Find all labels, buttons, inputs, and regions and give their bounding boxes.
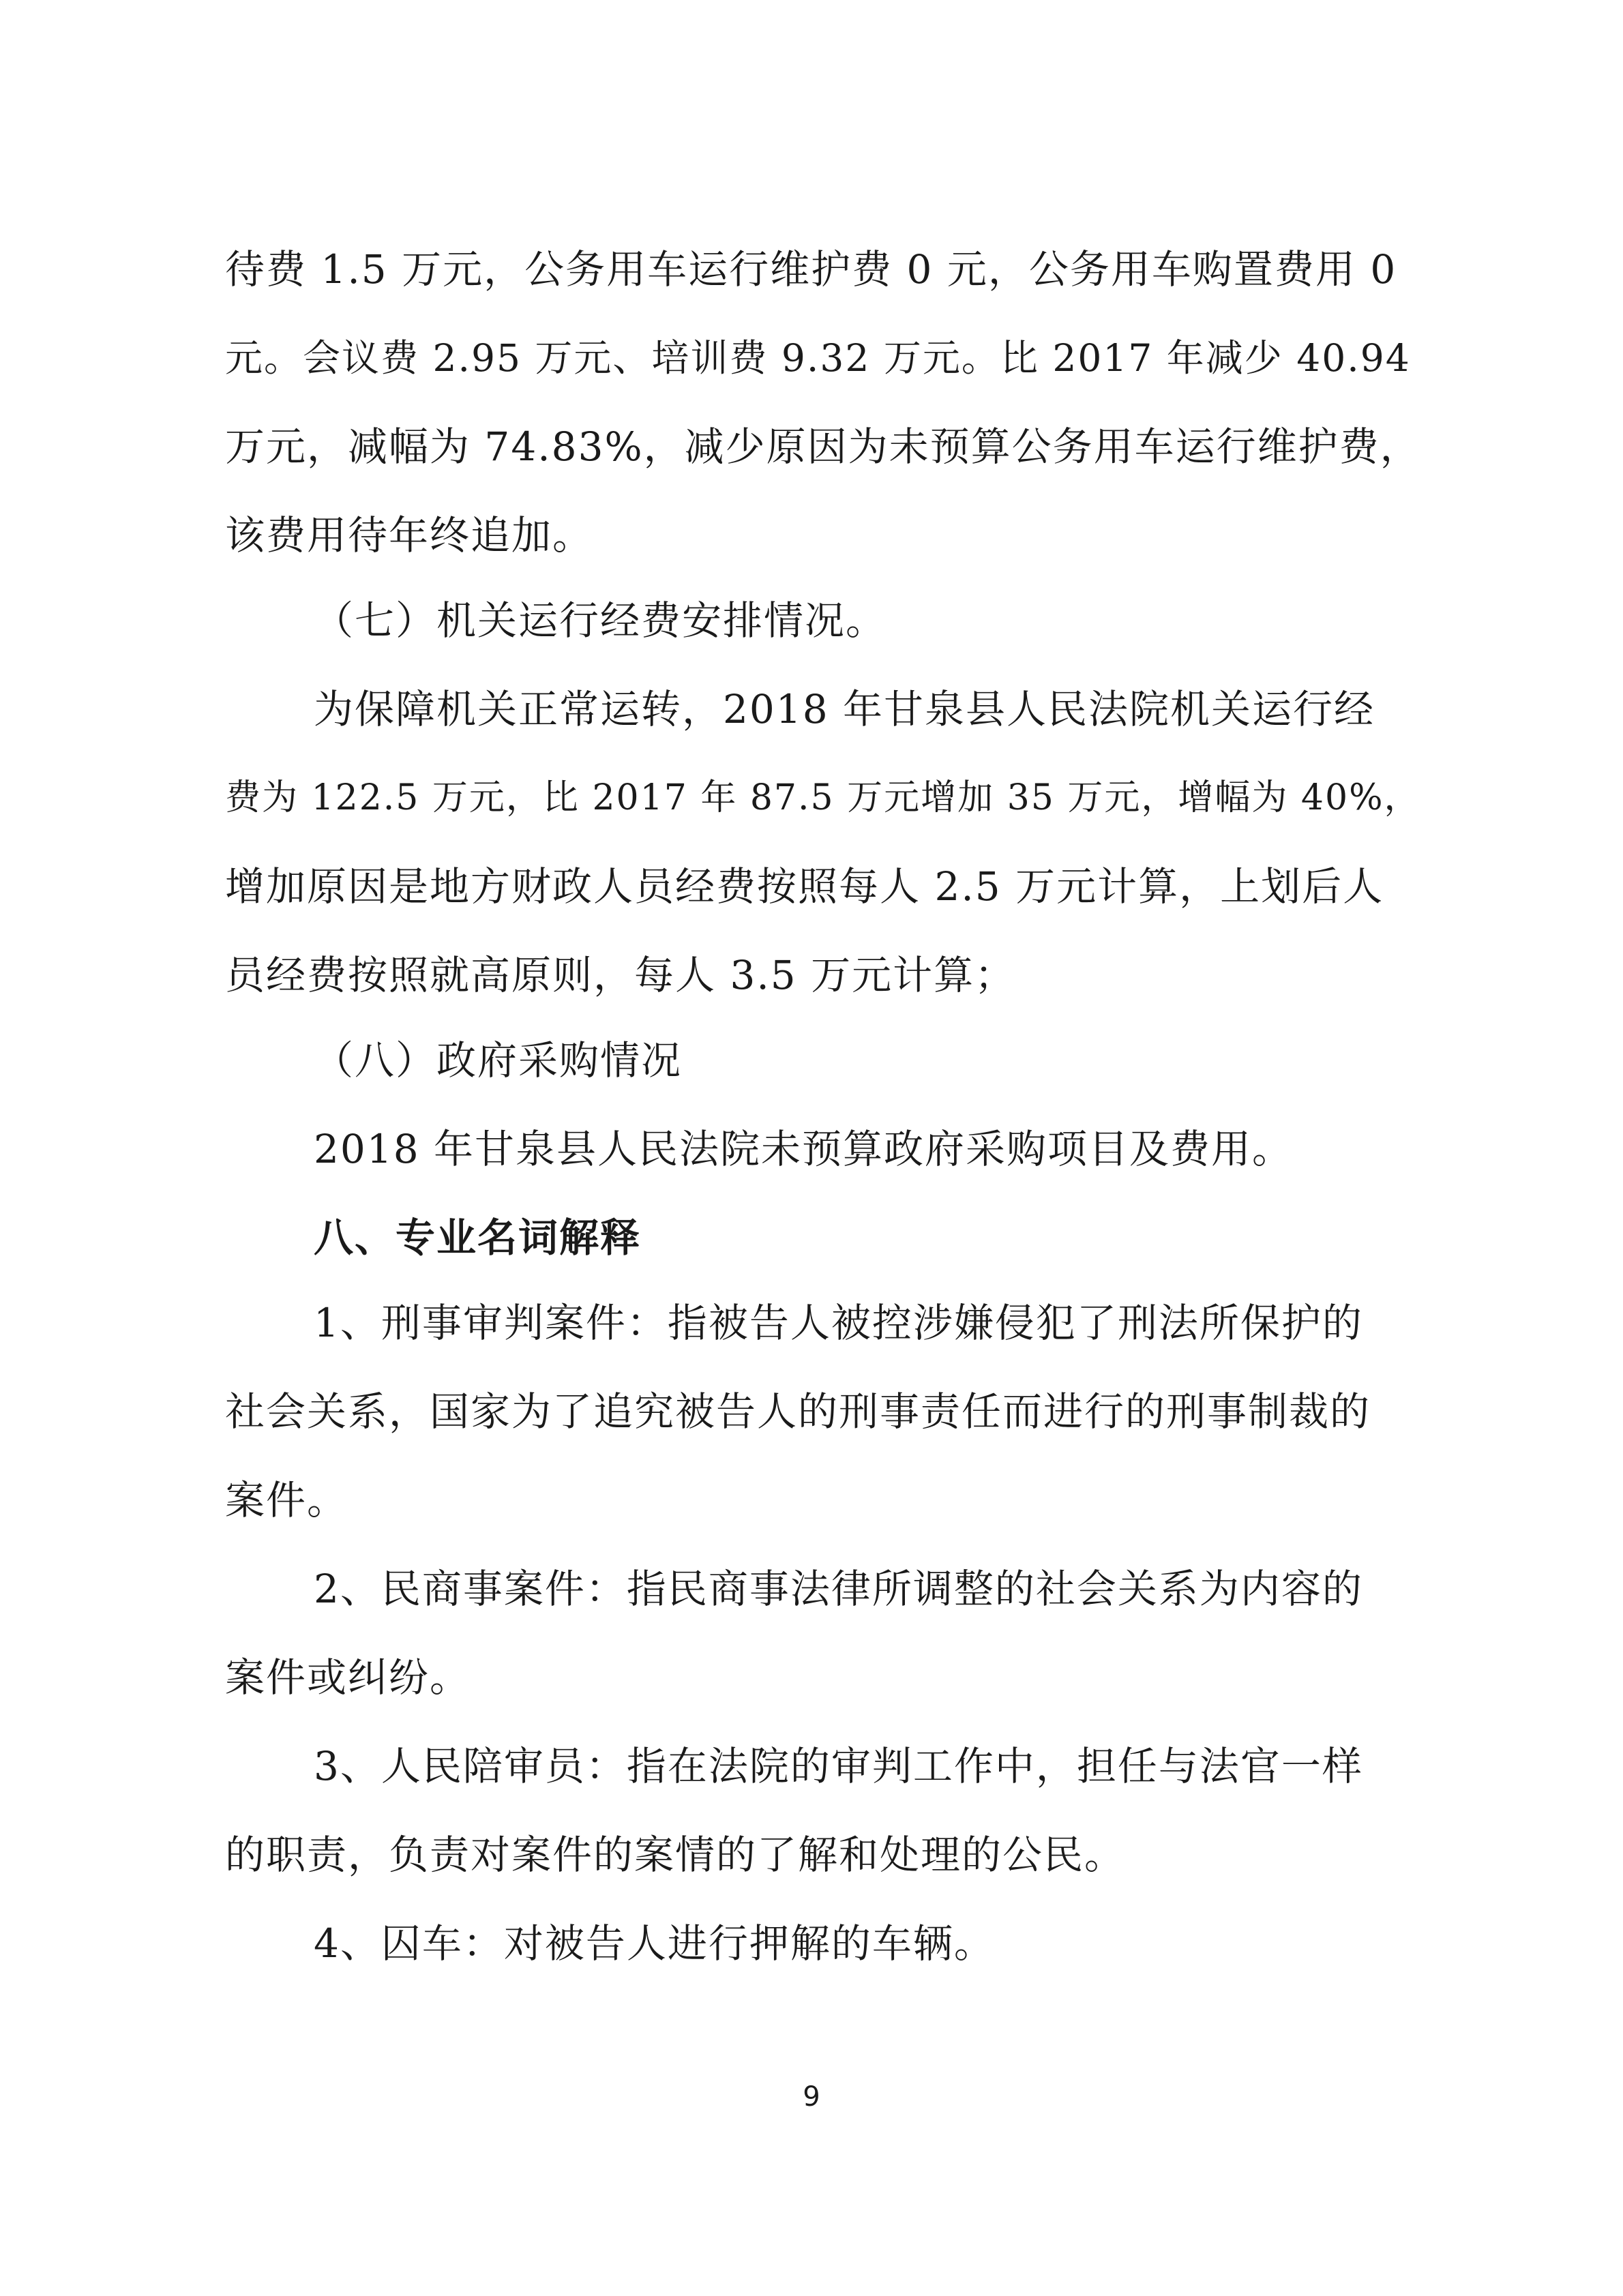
text-line-8: 增加原因是地方财政人员经费按照每人 2.5 万元计算，上划后人	[225, 863, 1384, 910]
text-line-6: 为保障机关正常运转，2018 年甘泉县人民法院机关运行经	[314, 686, 1375, 732]
text-line-9: 员经费按照就高原则，每人 3.5 万元计算；	[225, 952, 1016, 998]
text-line-11: 2018 年甘泉县人民法院未预算政府采购项目及费用。	[314, 1126, 1294, 1172]
term-1-line-1: 1、刑事审判案件：指被告人被控涉嫌侵犯了刑法所保护的	[314, 1300, 1363, 1346]
term-3-line-1: 3、人民陪审员：指在法院的审判工作中，担任与法官一样	[314, 1743, 1363, 1789]
text-line-3: 万元，减幅为 74.83%，减少原因为未预算公务用车运行维护费，	[225, 423, 1421, 470]
term-2-line-2: 案件或纠纷。	[225, 1654, 471, 1701]
term-4-line-1: 4、囚车：对被告人进行押解的车辆。	[314, 1920, 995, 1967]
text-line-4: 该费用待年终追加。	[225, 512, 594, 558]
term-1-line-2: 社会关系，国家为了追究被告人的刑事责任而进行的刑事制裁的	[225, 1388, 1371, 1435]
page-number: 9	[803, 2081, 820, 2113]
text-line-1: 待费 1.5 万元，公务用车运行维护费 0 元，公务用车购置费用 0	[225, 246, 1397, 293]
term-3-line-2: 的职责，负责对案件的案情的了解和处理的公民。	[225, 1832, 1126, 1878]
chapter-heading-terms: 八、专业名词解释	[314, 1214, 642, 1261]
text-line-2: 元。会议费 2.95 万元、培训费 9.32 万元。比 2017 年减少 40.94	[225, 336, 1411, 380]
section-heading-7: （七）机关运行经费安排情况。	[314, 597, 887, 644]
text-line-7: 费为 122.5 万元，比 2017 年 87.5 万元增加 35 万元，增幅为 40%，	[225, 777, 1421, 818]
section-heading-8: （八）政府采购情况	[314, 1037, 683, 1084]
term-1-line-3: 案件。	[225, 1477, 348, 1523]
term-2-line-1: 2、民商事案件：指民商事法律所调整的社会关系为内容的	[314, 1566, 1363, 1612]
